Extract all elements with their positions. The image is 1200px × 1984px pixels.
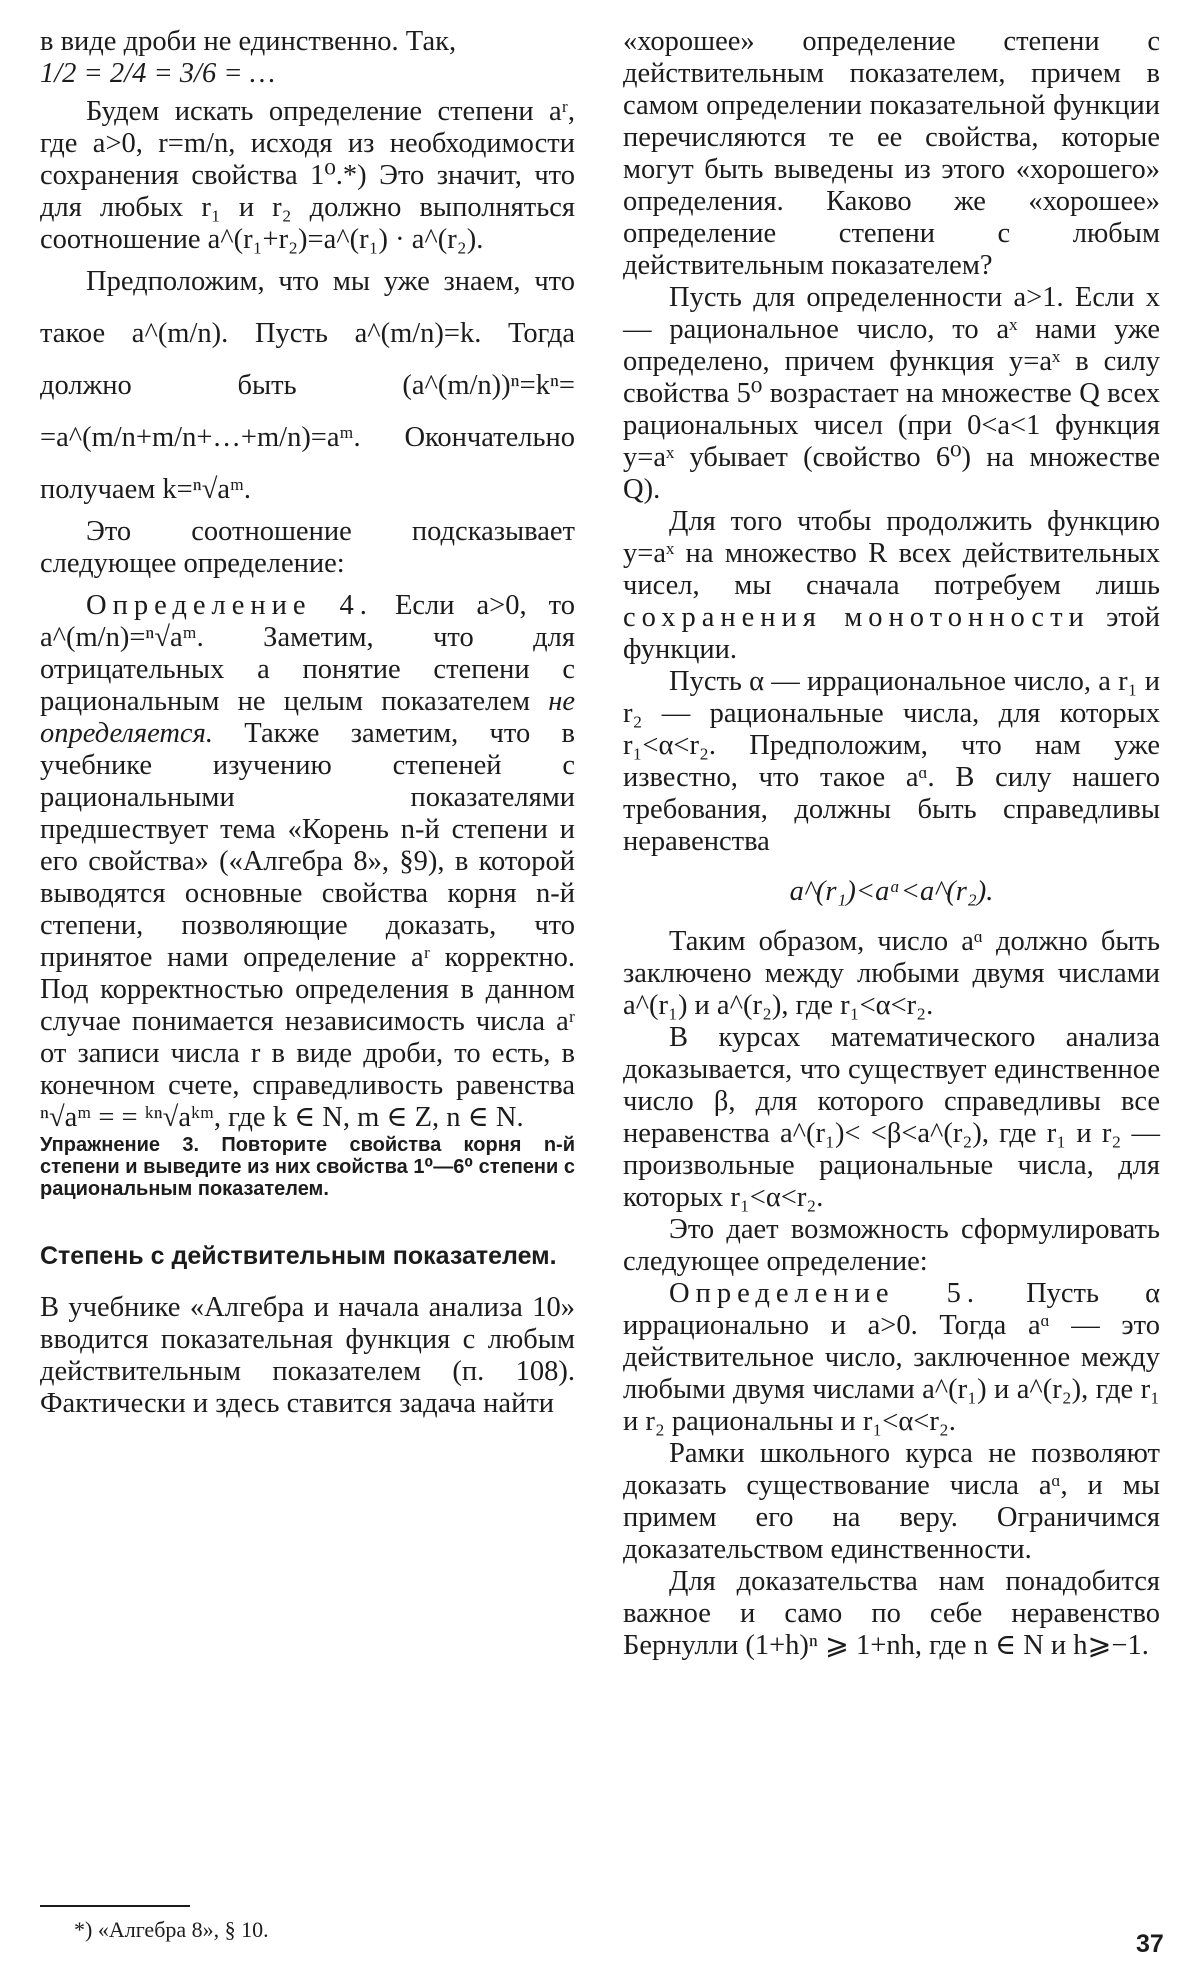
left-paragraph-5: В учебнике «Алгебра и начала анализа 10» вводится показательная функция с любым действительным показателем (п. 108). Фактически и здесь ставится задача найти — [40, 1292, 575, 1419]
definition-4 — [40, 590, 575, 1134]
right-paragraph-6: В курсах математического анализа доказывается, что существует единственное число β, для которого справедливы все неравенства a^(r₁)< <β<a^(r₂), где r₁ и r₂ — произвольные рациональные числа, для которых r₁<α<r₂. — [623, 1022, 1160, 1213]
footnote: *) «Алгебра 8», § 10. — [74, 1917, 269, 1942]
right-paragraph-2: Пусть для определенности a>1. Если x — рациональное число, то aˣ нами уже определено, причем функция y=aˣ в силу свойства 5⁰ возрастает на множестве Q всех рациональных чисел (при 0<a<1 функция y=aˣ убывает (свойство 6⁰) на множестве Q). — [623, 282, 1160, 505]
right-paragraph-5: Таким образом, число aᵅ должно быть заключено между любыми двумя числами a^(r₁) и a^(r₂), где r₁<α<r₂. — [623, 926, 1160, 1021]
inequality-formula: a^(r₁)<aᵅ<a^(r₂). — [789, 876, 994, 907]
left-paragraph-1: в виде дроби не единственно. Так, — [40, 26, 457, 57]
exercise-3: Упражнение 3. Повторите свойства корня n-й степени и выведите из них свойства 1⁰—6⁰ степени с рациональным показателем. — [40, 1134, 575, 1200]
right-column — [623, 26, 1160, 1662]
definition-5-text: Пусть α иррационально и a>0. Тогда aᵅ — это действительное число, заключенное между любыми двумя числами a^(r₁) и a^(r₂), где r₁ и r₂ рациональны и r₁<α<r₂. — [623, 1278, 1160, 1437]
left-paragraph-4: Это соотношение подсказывает следующее определение: — [40, 516, 575, 579]
left-paragraph-2: Будем искать определение степени aʳ, где a>0, r=m/n, исходя из необходимости сохранения свойства 1⁰.*) Это значит, что для любых r₁ и r₂ должно выполняться соотношение a^(r₁+r₂)=a^(r₁) · a^(r₂). — [40, 96, 575, 255]
definition-4-label: Определение 4. — [86, 590, 373, 621]
right-paragraph-3 — [623, 506, 1160, 666]
definition-5-label: Определение 5. — [669, 1278, 980, 1309]
right-paragraph-1: «хорошее» определение степени с действительным показателем, причем в самом определении показательной функции перечисляются те ее свойства, которые могут быть выведены из этого «хорошего» определения. Каково же «хорошее» определение степени с любым действительным показателем? — [623, 26, 1160, 281]
left-paragraph-3: Предположим, что мы уже знаем, что такое a^(m/n). Пусть a^(m/n)=k. Тогда должно быть (a^(m/n))ⁿ=kⁿ= =a^(m/n+m/n+…+m/n)=aᵐ. Окончательно получаем k=ⁿ√aᵐ. — [40, 266, 575, 505]
page-number: 37 — [1136, 1930, 1164, 1958]
definition-4-text: Если a>0, то a^(m/n)=ⁿ√aᵐ. Заметим, что для отрицательных a понятие степени с рациональным не целым показателем — [40, 590, 575, 717]
right-paragraph-9: Для доказательства нам понадобится важное и само по себе неравенство Бернулли (1+h)ⁿ ⩾ 1+nh, где n ∈ N и h⩾−1. — [623, 1566, 1160, 1661]
definition-4-text-2: Также заметим, что в учебнике изучению степеней с рациональными показателями предшествует тема «Корень n-й степени и его свойства» («Алгебра 8», §9), в которой выводятся основные свойства корня n-й степени, позволяющие доказать, что принятое нами определение aʳ корректно. Под корректностью определения в данном случае понимается независимость числа aʳ от записи числа r в виде дроби, то есть, в конечном счете, справедливость равенства ⁿ√aᵐ = = ᵏⁿ√aᵏᵐ, где k ∈ N, m ∈ Z, n ∈ N. — [40, 718, 575, 1133]
right-paragraph-8: Рамки школьного курса не позволяют доказать существование числа aᵅ, и мы примем его на веру. Ограничимся доказательством единственности. — [623, 1438, 1160, 1565]
left-column — [40, 26, 575, 1420]
monotonicity-emphasis: сохранения монотонности — [623, 602, 1090, 633]
footnote-rule — [40, 1905, 190, 1907]
definition-4-italic: не определяется. — [40, 686, 576, 749]
fractions-line: 1/2 = 2/4 = 3/6 = … — [40, 58, 276, 89]
right-paragraph-3-part-1: Для того чтобы продолжить функцию y=aˣ на множество R всех действительных чисел, мы сначала потребуем лишь — [623, 506, 1160, 601]
right-paragraph-7: Это дает возможность сформулировать следующее определение: — [623, 1214, 1160, 1277]
right-paragraph-3-part-2: этой функции. — [623, 602, 1160, 665]
definition-5 — [623, 1278, 1160, 1438]
section-heading: Степень с действительным показателем. — [40, 1242, 557, 1270]
right-paragraph-4: Пусть α — иррациональное число, a r₁ и r₂ — рациональные числа, для которых r₁<α<r₂. Предположим, что нам уже известно, что такое aᵅ. В силу нашего требования, должны быть справедливы неравенства — [623, 666, 1160, 857]
